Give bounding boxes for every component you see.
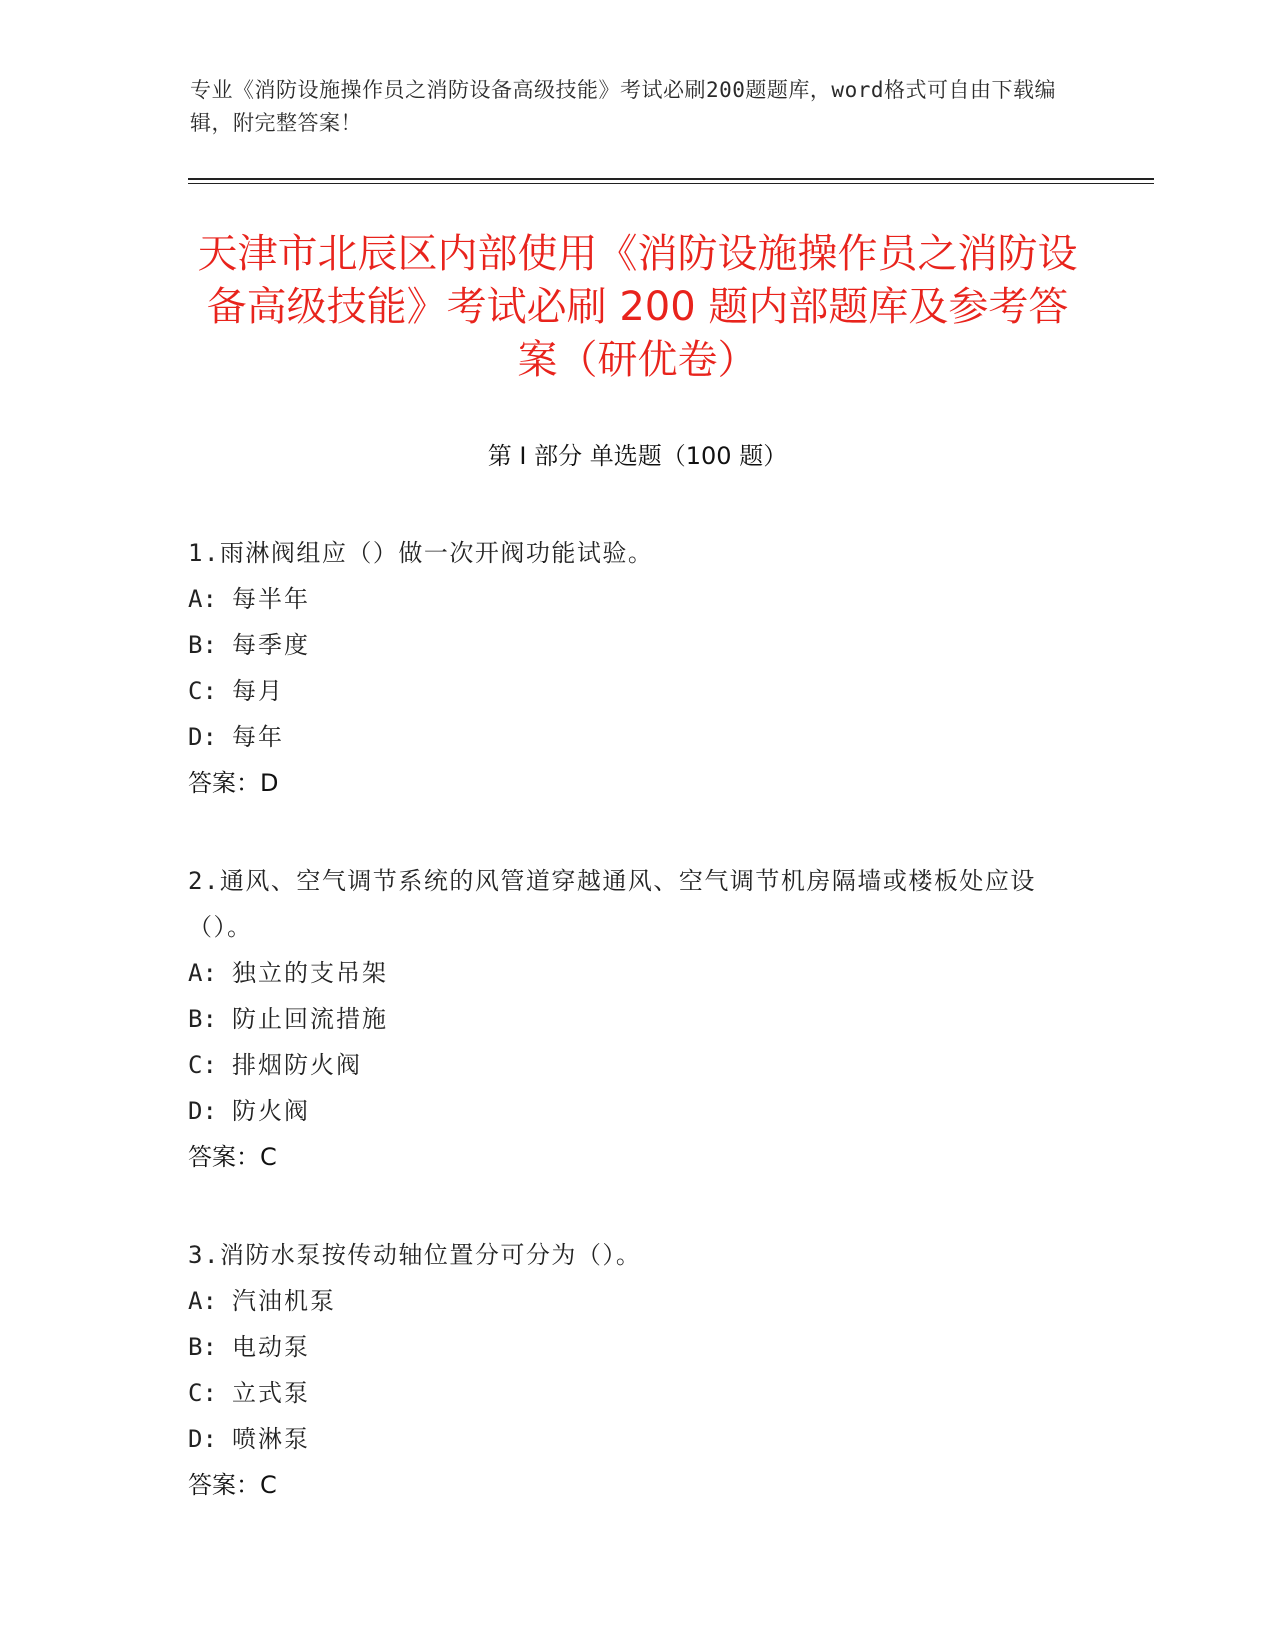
- option-a: [188, 1278, 1068, 1324]
- question-3: [188, 1232, 1068, 1508]
- header-divider-thin: [188, 183, 1154, 184]
- option-text: 喷淋泵: [232, 1425, 310, 1453]
- option-key: B:: [188, 1005, 217, 1033]
- option-key: B:: [188, 631, 217, 659]
- option-d: [188, 1088, 1068, 1134]
- document-title: 天津市北辰区内部使用《消防设施操作员之消防设备高级技能》考试必刷 200 题内部题库及参考答案（研优卷）: [197, 231, 1078, 383]
- option-text: 电动泵: [232, 1333, 310, 1361]
- option-b: [188, 1324, 1068, 1370]
- answer-line: 答案：C: [188, 1143, 277, 1171]
- option-key: C:: [188, 1051, 217, 1079]
- question-1: [188, 530, 1068, 806]
- option-key: C:: [188, 1379, 217, 1407]
- option-a: [188, 950, 1068, 996]
- option-a: [188, 576, 1068, 622]
- answer-line: 答案：C: [188, 1471, 277, 1499]
- question-stem: 3.消防水泵按传动轴位置分可分为（）。: [188, 1241, 642, 1269]
- option-b: [188, 996, 1068, 1042]
- question-list: [188, 530, 1068, 1560]
- option-text: 每季度: [232, 631, 310, 659]
- option-text: 排烟防火阀: [232, 1051, 362, 1079]
- question-2: [188, 858, 1068, 1180]
- option-key: A:: [188, 959, 217, 987]
- header-note: 专业《消防设施操作员之消防设备高级技能》考试必刷200题题库，word格式可自由下载编辑，附完整答案！: [190, 78, 1056, 135]
- section-title: 第 I 部分 单选题（100 题）: [487, 442, 788, 470]
- option-text: 防火阀: [232, 1097, 310, 1125]
- option-d: [188, 714, 1068, 760]
- option-text: 每年: [232, 723, 284, 751]
- option-text: 汽油机泵: [232, 1287, 336, 1315]
- option-text: 每月: [232, 677, 284, 705]
- option-key: D:: [188, 1425, 217, 1453]
- answer-line: 答案：D: [188, 769, 279, 797]
- option-key: C:: [188, 677, 217, 705]
- question-stem: 2.通风、空气调节系统的风管道穿越通风、空气调节机房隔墙或楼板处应设（）。: [188, 867, 1036, 941]
- option-text: 独立的支吊架: [232, 959, 388, 987]
- option-text: 立式泵: [232, 1379, 310, 1407]
- question-stem: 1.雨淋阀组应（）做一次开阀功能试验。: [188, 539, 654, 567]
- header-divider-thick: [188, 178, 1154, 180]
- option-key: D:: [188, 723, 217, 751]
- option-c: [188, 1370, 1068, 1416]
- option-key: A:: [188, 585, 217, 613]
- option-text: 每半年: [232, 585, 310, 613]
- option-key: D:: [188, 1097, 217, 1125]
- option-d: [188, 1416, 1068, 1462]
- option-b: [188, 622, 1068, 668]
- option-key: B:: [188, 1333, 217, 1361]
- option-key: A:: [188, 1287, 217, 1315]
- option-text: 防止回流措施: [232, 1005, 388, 1033]
- option-c: [188, 1042, 1068, 1088]
- option-c: [188, 668, 1068, 714]
